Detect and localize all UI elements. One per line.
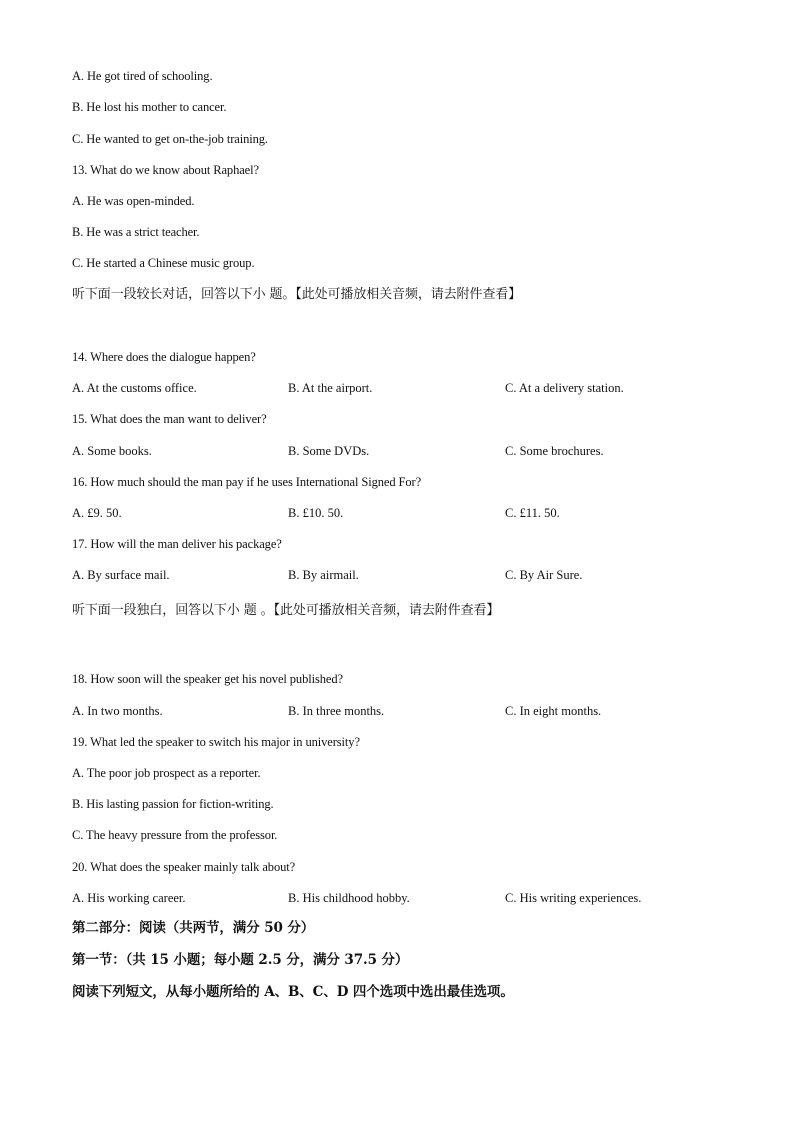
q18-option-a: A. In two months. <box>72 704 163 718</box>
q16-stem: 16. How much should the man pay if he uses International Signed For? <box>72 475 422 489</box>
q17-options <box>72 567 752 583</box>
q19-option-c: C. The heavy pressure from the professor. <box>72 828 278 842</box>
q15-option-c: C. Some brochures. <box>505 444 604 458</box>
q18-stem: 18. How soon will the speaker get his novel published? <box>72 672 343 686</box>
q18-option-c: C. In eight months. <box>505 704 602 718</box>
q15-options <box>72 443 752 459</box>
q15-stem: 15. What does the man want to deliver? <box>72 412 267 426</box>
q17-option-a: A. By surface mail. <box>72 568 170 582</box>
q13-option-b: B. He was a strict teacher. <box>72 225 200 239</box>
q14-options <box>72 380 752 396</box>
q19-stem: 19. What led the speaker to switch his major in university? <box>72 735 360 749</box>
q17-option-c: C. By Air Sure. <box>505 568 583 582</box>
q13-option-a: A. He was open-minded. <box>72 194 195 208</box>
q13-option-c: C. He started a Chinese music group. <box>72 256 255 270</box>
q16-option-a: A. £9. 50. <box>72 506 122 520</box>
q12-option-c: C. He wanted to get on-the-job training. <box>72 132 268 146</box>
section1-heading: 第一节：（共 15 小题；每小题 2.5 分，满分 37.5 分） <box>72 952 409 968</box>
q14-option-b: B. At the airport. <box>288 381 373 395</box>
q16-option-b: B. £10. 50. <box>288 506 344 520</box>
reading-instruction: 阅读下列短文，从每小题所给的 A、B、C、D 四个选项中选出最佳选项。 <box>72 984 514 1000</box>
q18-options <box>72 703 752 719</box>
q20-option-a: A. His working career. <box>72 891 186 905</box>
q15-option-b: B. Some DVDs. <box>288 444 370 458</box>
q19-option-a: A. The poor job prospect as a reporter. <box>72 766 261 780</box>
q20-option-c: C. His writing experiences. <box>505 891 642 905</box>
q15-option-a: A. Some books. <box>72 444 152 458</box>
q17-stem: 17. How will the man deliver his package? <box>72 537 282 551</box>
q13-stem: 13. What do we know about Raphael? <box>72 163 259 177</box>
q12-option-b: B. He lost his mother to cancer. <box>72 100 227 114</box>
q12-option-a: A. He got tired of schooling. <box>72 69 213 83</box>
q14-option-c: C. At a delivery station. <box>505 381 624 395</box>
q14-option-a: A. At the customs office. <box>72 381 197 395</box>
q20-option-b: B. His childhood hobby. <box>288 891 410 905</box>
q18-option-b: B. In three months. <box>288 704 385 718</box>
q16-option-c: C. £11. 50. <box>505 506 560 520</box>
q14-stem: 14. Where does the dialogue happen? <box>72 350 256 364</box>
q17-option-b: B. By airmail. <box>288 568 359 582</box>
q19-option-b: B. His lasting passion for fiction-writing. <box>72 797 274 811</box>
q20-stem: 20. What does the speaker mainly talk about? <box>72 860 296 874</box>
dialogue-instruction: 听下面一段较长对话，回答以下小 题。【此处可播放相关音频，请去附件查看】 <box>72 287 522 302</box>
monologue-instruction: 听下面一段独白，回答以下小 题 。【此处可播放相关音频，请去附件查看】 <box>72 603 500 618</box>
q16-options <box>72 505 752 521</box>
q20-options <box>72 890 752 906</box>
part2-heading: 第二部分：阅读（共两节，满分 50 分） <box>72 920 315 936</box>
